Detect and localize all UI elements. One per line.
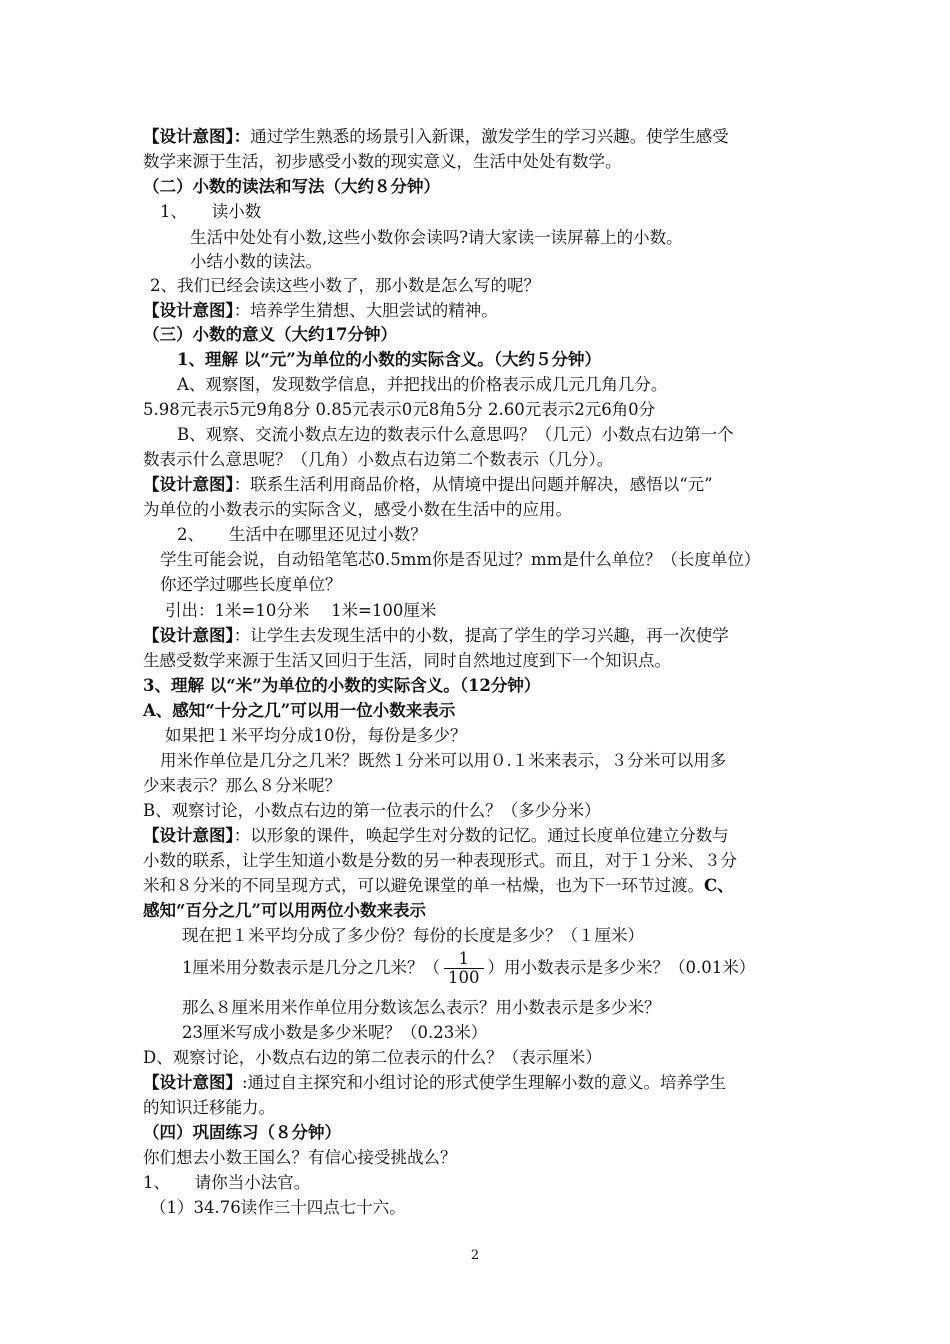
paragraph-line: 小数的联系，让学生知道小数是分数的另一种表现形式。而且，对于１分米、３分 bbox=[143, 851, 737, 870]
paragraph-line: 生感受数学来源于生活又回归于生活，同时自然地过度到下一个知识点。 bbox=[143, 651, 671, 670]
paragraph-line: 的知识迁移能力。 bbox=[143, 1098, 275, 1117]
design-intent-tag: 【设计意图】： bbox=[143, 127, 251, 146]
design-intent-paragraph-3: 【设计意图】：联系生活利用商品价格，从情境中提出问题并解决，感悟以“元” bbox=[143, 475, 713, 494]
paragraph-line: D、观察讨论，小数点右边的第二位表示的什么？（表示厘米） bbox=[143, 1048, 602, 1067]
design-intent-paragraph-4: 【设计意图】：让学生去发现生活中的小数，提高了学生的学习兴趣，再一次使学 bbox=[143, 626, 729, 645]
paragraph-line: 生活中处处有小数,这些小数你会读吗?请大家读一读屏幕上的小数。 bbox=[190, 228, 683, 247]
design-intent-paragraph-6: 【设计意图】:通过自主探究和小组讨论的形式使学生理解小数的意义。培养学生 bbox=[143, 1073, 727, 1092]
paragraph-line: B、观察讨论，小数点右边的第一位表示的什么？（多少分米） bbox=[143, 801, 601, 820]
section-heading-3: （三）小数的意义（大约17分钟） bbox=[143, 325, 397, 344]
paragraph-line: 如果把１米平均分成10份，每份是多少？ bbox=[165, 726, 467, 745]
paragraph-line: 数表示什么意思呢？（几角）小数点右边第二个数表示（几分）。 bbox=[143, 450, 614, 469]
design-intent-paragraph-1: 【设计意图】：通过学生熟悉的场景引入新课，激发学生的学习兴趣。使学生感受 bbox=[143, 127, 729, 146]
price-examples: 5.98元表示5元9角8分 0.85元表示0元8角5分 2.60元表示2元6角0分 bbox=[143, 400, 656, 419]
subsection-heading-3-3: 3、理解 以“米”为单位的小数的实际含义。（12分钟） bbox=[143, 676, 541, 695]
paragraph-line: 数学来源于生活，初步感受小数的现实意义，生活中处处有数学。 bbox=[143, 152, 622, 171]
list-item-judge: 1、 请你当小法官。 bbox=[143, 1173, 311, 1192]
design-intent-paragraph-5: 【设计意图】：以形象的课件，唤起学生对分数的记忆。通过长度单位建立分数与 bbox=[143, 826, 729, 845]
paragraph-line: 现在把１米平均分成了多少份？每份的长度是多少？（１厘米） bbox=[182, 926, 644, 945]
fraction-line: 1厘米用分数表示是几分之几米？（ $\frac{1}{100}$ ）用小数表示是多少米？（0.01米） bbox=[182, 949, 756, 987]
subsection-heading-3-3a: A、感知“十分之几”可以用一位小数来表示 bbox=[143, 701, 456, 720]
paragraph-line: 学生可能会说，自动铅笔笔芯0.5mm你是否见过？mm是什么单位？（长度单位） bbox=[160, 550, 761, 569]
paragraph-line: 米和８分米的不同呈现方式，可以避免课堂的单一枯燥，也为下一环节过渡。C、 bbox=[143, 876, 734, 895]
section-heading-2: （二）小数的读法和写法（大约８分钟） bbox=[143, 177, 440, 196]
paragraph-line: 用米作单位是几分之几米？既然１分米可以用０.１米来表示，３分米可以用多 bbox=[160, 751, 727, 770]
paragraph-line: 那么８厘米用米作单位用分数该怎么表示？用小数表示是多少米？ bbox=[182, 998, 661, 1017]
paragraph-line: B、观察、交流小数点左边的数表示什么意思吗？（几元）小数点右边第一个 bbox=[177, 425, 734, 444]
paragraph-line: 少来表示？那么８分米呢？ bbox=[143, 776, 341, 795]
list-item-read: 1、 读小数 bbox=[160, 202, 262, 221]
fraction: $\frac{1}{100}$ bbox=[444, 950, 484, 987]
list-item-write: 2、我们已经会读这些小数了，那小数是怎么写的呢？ bbox=[150, 276, 540, 295]
list-item-2: 2、 生活中在哪里还见过小数？ bbox=[177, 525, 427, 544]
paragraph-line: 23厘米写成小数是多少米呢？（0.23米） bbox=[182, 1023, 488, 1042]
subsection-heading-3-1: 1、理解 以“元”为单位的小数的实际含义。（大约５分钟） bbox=[177, 350, 601, 369]
paragraph-line: 小结小数的读法。 bbox=[190, 252, 322, 271]
section-heading-4: （四）巩固练习（８分钟） bbox=[143, 1123, 341, 1142]
subsection-heading-3-3c: 感知“百分之几”可以用两位小数来表示 bbox=[143, 901, 426, 920]
paragraph-line: 你们想去小数王国么？有信心接受挑战么？ bbox=[143, 1148, 457, 1167]
design-intent-paragraph-2: 【设计意图】：培养学生猜想、大胆尝试的精神。 bbox=[143, 301, 498, 320]
paragraph-line: A、观察图，发现数学信息，并把找出的价格表示成几元几角几分。 bbox=[177, 375, 668, 394]
paragraph-line: 为单位的小数表示的实际含义，感受小数在生活中的应用。 bbox=[143, 500, 572, 519]
page-number: 2 bbox=[470, 1248, 480, 1263]
unit-conversion: 引出：1米=10分米 1米=100厘米 bbox=[165, 601, 437, 620]
exercise-item-1: （1）34.76读作三十四点七十六。 bbox=[150, 1198, 406, 1217]
paragraph-line: 你还学过哪些长度单位？ bbox=[160, 575, 342, 594]
